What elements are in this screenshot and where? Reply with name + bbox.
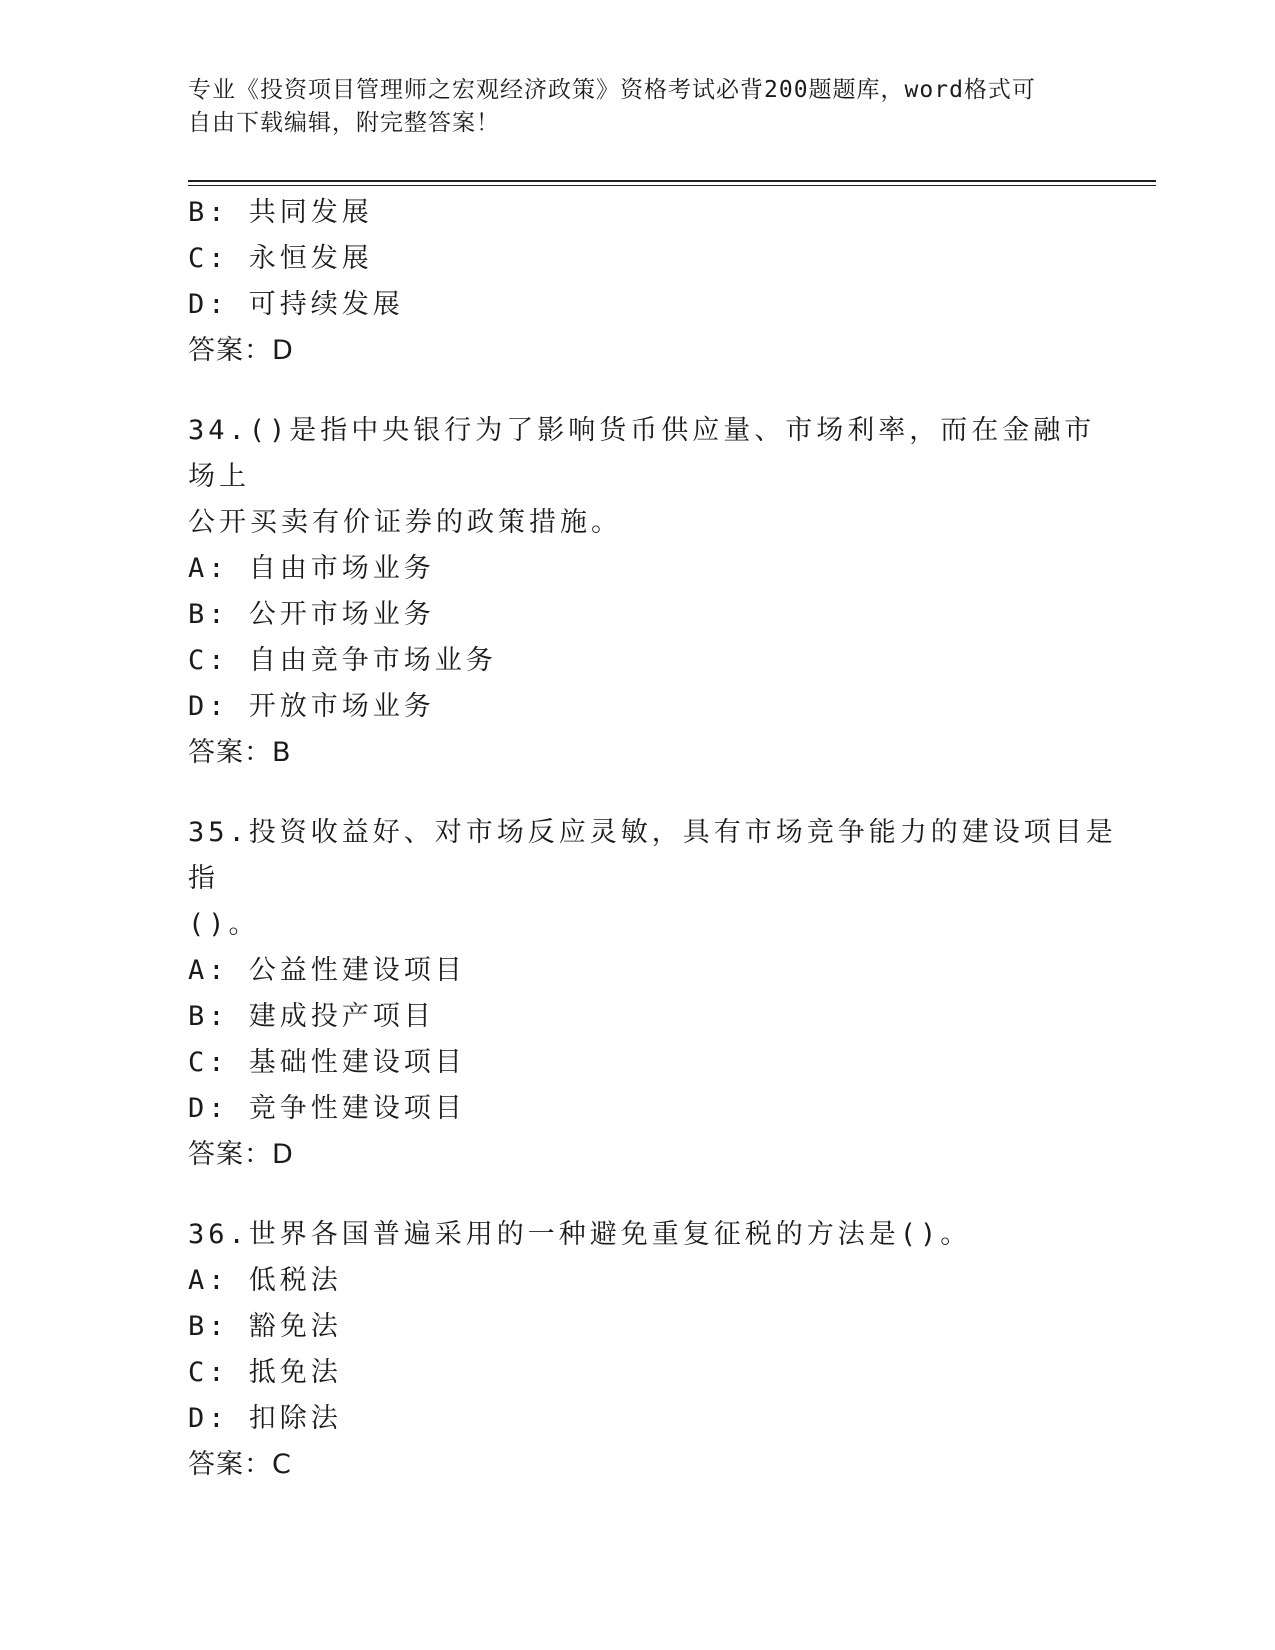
question-36 [188, 1212, 1118, 1488]
question-stem [188, 408, 1118, 546]
option-a: A: 低税法 [188, 1265, 342, 1296]
question-34 [188, 408, 1118, 776]
answer-line: 答案：C [188, 1449, 292, 1480]
answer-line: 答案：D [188, 1139, 294, 1170]
question-stem-line: 34.()是指中央银行为了影响货币供应量、市场利率，而在金融市场上 [188, 415, 1096, 492]
header-title-line-2: 自由下载编辑，附完整答案！ [188, 110, 500, 136]
option-b: B: 公开市场业务 [188, 599, 435, 630]
header-divider-thick [188, 180, 1156, 182]
question-stem [188, 810, 1118, 948]
question-33-continued [188, 190, 1118, 374]
question-35 [188, 810, 1118, 1178]
question-list [188, 190, 1118, 1488]
option-b: B: 豁免法 [188, 1311, 342, 1342]
option-c: C: 自由竞争市场业务 [188, 645, 497, 676]
answer-line: 答案：B [188, 737, 292, 768]
document-header [188, 74, 1088, 140]
option-c: C: 永恒发展 [188, 243, 373, 274]
header-divider-thin [188, 185, 1156, 186]
question-stem-line: ()。 [188, 909, 260, 940]
option-d: D: 竞争性建设项目 [188, 1093, 466, 1124]
option-d: D: 可持续发展 [188, 289, 404, 320]
question-stem-line: 36.世界各国普遍采用的一种避免重复征税的方法是()。 [188, 1219, 972, 1250]
option-c: C: 基础性建设项目 [188, 1047, 466, 1078]
question-stem-line: 公开买卖有价证券的政策措施。 [188, 507, 622, 538]
question-stem [188, 1212, 1118, 1258]
option-b: B: 共同发展 [188, 197, 373, 228]
option-b: B: 建成投产项目 [188, 1001, 435, 1032]
option-d: D: 扣除法 [188, 1403, 342, 1434]
answer-line: 答案：D [188, 335, 294, 366]
question-stem-line: 35.投资收益好、对市场反应灵敏，具有市场竞争能力的建设项目是指 [188, 817, 1117, 894]
option-d: D: 开放市场业务 [188, 691, 435, 722]
option-c: C: 抵免法 [188, 1357, 342, 1388]
header-title-line-1: 专业《投资项目管理师之宏观经济政策》资格考试必背200题题库，word格式可 [188, 77, 1036, 103]
option-a: A: 公益性建设项目 [188, 955, 466, 986]
option-a: A: 自由市场业务 [188, 553, 435, 584]
